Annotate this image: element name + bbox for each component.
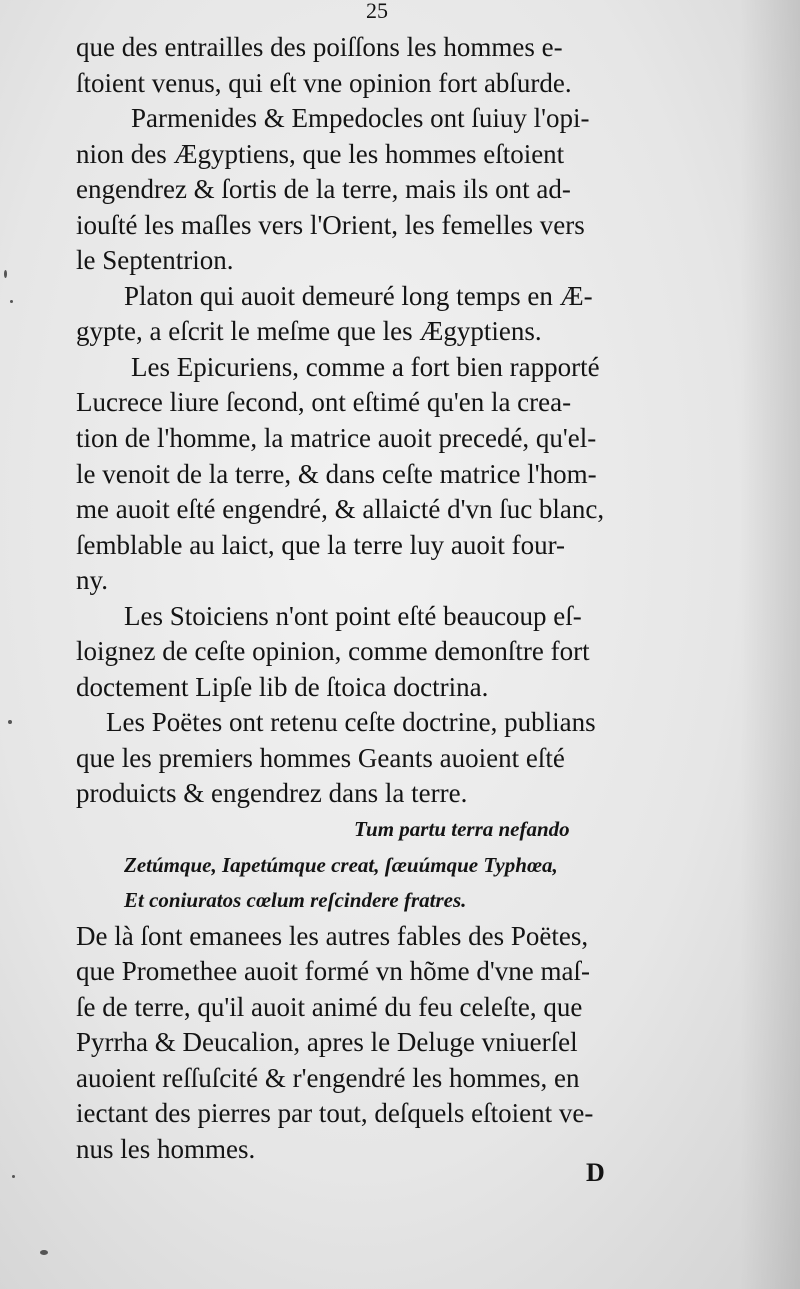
text-line: loignez de ceſte opinion, comme demonſtre fort	[76, 636, 590, 667]
text-line: ſtoient venus, qui eſt vne opinion fort abſurde.	[76, 67, 572, 98]
text-line: Platon qui auoit demeuré long temps en Æ-	[124, 280, 593, 311]
text-line: Parmenides & Empedocles ont ſuiuy l'opi-	[131, 103, 590, 134]
ink-speck	[40, 1250, 48, 1255]
ink-speck	[8, 720, 12, 724]
text-line: Les Stoiciens n'ont point eſté beaucoup eſ-	[124, 600, 582, 631]
text-line: ſe de terre, qu'il auoit animé du feu celeſte, que	[76, 991, 583, 1022]
text-line: De là ſont emanees les autres fables des Poëtes,	[76, 920, 589, 951]
signature-mark: D	[586, 1158, 605, 1187]
body-text	[76, 30, 726, 1168]
text-line: que des entrailles des poiſſons les hommes e-	[76, 32, 563, 62]
text-line: ſemblable au laict, que la terre luy auoit four-	[76, 529, 566, 560]
text-line: tion de l'homme, la matrice auoit precedé, qu'el-	[76, 423, 597, 454]
text-line: me auoit eſté engendré, & allaicté d'vn ſuc blanc,	[76, 494, 605, 525]
ink-speck	[4, 270, 7, 278]
text-line: iectant des pierres par tout, deſquels eſtoient ve-	[76, 1098, 594, 1129]
text-line: produicts & engendrez dans la terre.	[76, 778, 468, 809]
text-line: le Septentrion.	[76, 245, 234, 276]
text-line: doctement Lipſe lib de ſtoica doctrina.	[76, 671, 489, 702]
text-line: nion des Ægyptiens, que les hommes eſtoient	[76, 138, 565, 169]
text-line: le venoit de la terre, & dans ceſte matrice l'hom-	[76, 458, 597, 489]
text-line: Les Epicuriens, comme a fort bien rapporté	[131, 351, 600, 382]
text-line: auoient reſſuſcité & r'engendré les hommes, en	[76, 1062, 580, 1093]
text-line: que Promethee auoit formé vn hõme d'vne maſ-	[76, 956, 590, 987]
verse-line: Et coniuratos cœlum reſcindere fratres.	[124, 888, 467, 913]
verse-line: Tum partu terra nefando	[354, 817, 570, 842]
page-number: 25	[366, 0, 388, 23]
text-line: Pyrrha & Deucalion, apres le Deluge vniuerſel	[76, 1027, 578, 1058]
ink-speck	[10, 300, 13, 303]
text-line: gypte, a eſcrit le meſme que les Ægyptiens.	[76, 316, 542, 347]
text-line: engendrez & ſortis de la terre, mais ils ont ad-	[76, 174, 571, 205]
text-line: que les premiers hommes Geants auoient eſté	[76, 742, 565, 773]
verse-line: Zetúmque, Iapetúmque creat, ſæuúmque Typhœa,	[124, 852, 558, 877]
text-line: iouſté les maſles vers l'Orient, les femelles vers	[76, 209, 585, 240]
text-line: Les Poëtes ont retenu ceſte doctrine, publians	[106, 707, 596, 738]
text-line: nus les hommes.	[76, 1133, 256, 1164]
text-line: Lucrece liure ſecond, ont eſtimé qu'en la crea-	[76, 387, 572, 418]
page-gutter-shadow	[740, 0, 800, 1289]
text-line: ny.	[76, 565, 108, 596]
ink-speck	[12, 1175, 15, 1178]
